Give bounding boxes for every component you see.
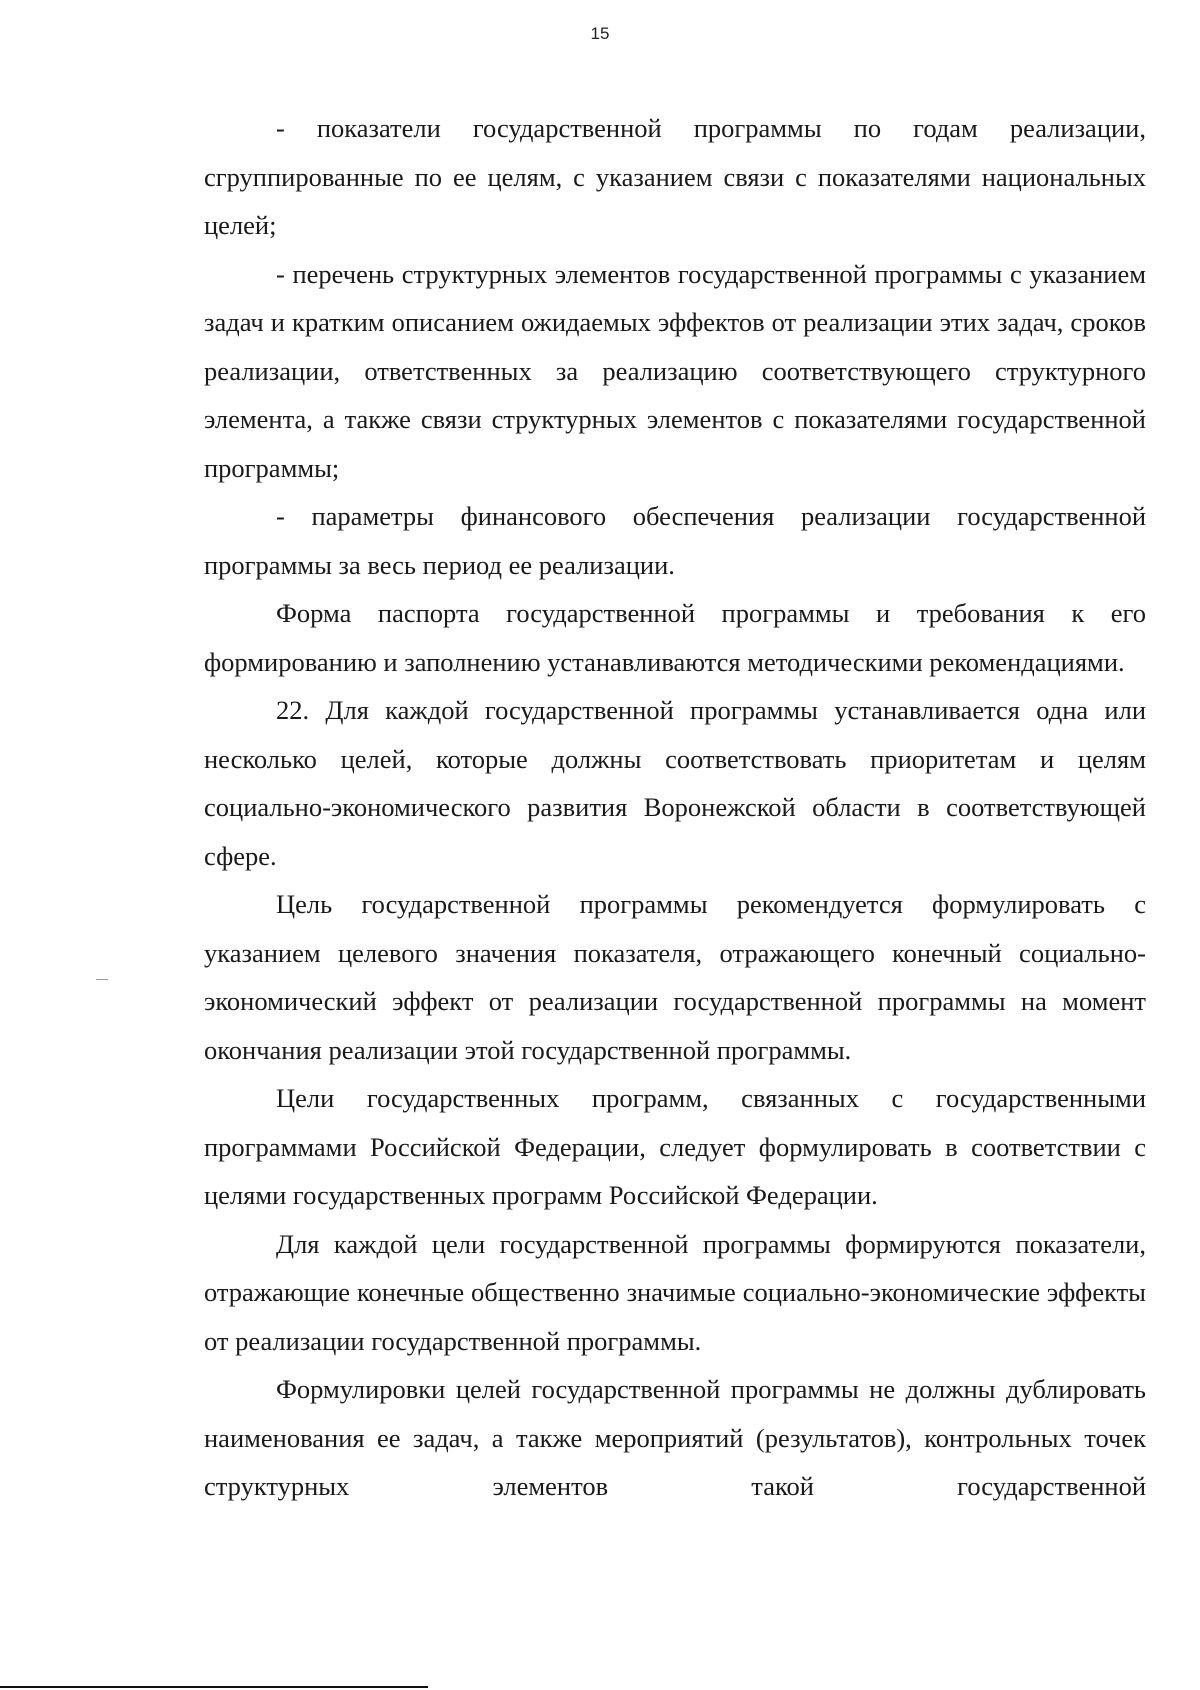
paragraph-goals-federal-programs: Цели государственных программ, связанных с государственными программами Российской Федерации, следует формулировать в соответствии с целями государственных программ Российской Федерации. xyxy=(204,1083,1146,1210)
paragraph-clause-22: 22. Для каждой государственной программы устанавливается одна или несколько целей, которые должны соответствовать приоритетам и целям социально-экономического развития Воронежской области в соответствующей сфере. xyxy=(204,695,1146,871)
document-body xyxy=(204,104,1146,1511)
paragraph-goal-formulation: Цель государственной программы рекомендуется формулировать с указанием целевого значения показателя, отражающего конечный социально-экономический эффект от реализации государственной программы на момент окончания реализации этой государственной программы. xyxy=(204,889,1146,1065)
paragraph-passport-form: Форма паспорта государственной программы и требования к его формированию и заполнению устанавливаются методическими рекомендациями. xyxy=(204,598,1146,677)
paragraph-goal-indicators: Для каждой цели государственной программы формируются показатели, отражающие конечные общественно значимые социально-экономические эффекты от реализации государственной программы. xyxy=(204,1228,1146,1356)
margin-mark xyxy=(96,979,108,980)
paragraph-indicators-list-item: - показатели государственной программы по годам реализации, сгруппированные по ее целям, с указанием связи с показателями национальных целей; xyxy=(204,113,1146,240)
footer-rule xyxy=(0,1686,428,1688)
paragraph-structural-elements-list-item: - перечень структурных элементов государственной программы с указанием задач и кратким описанием ожидаемых эффектов от реализации этих задач, сроков реализации, ответственных за реализацию соответствующего структурного элемента, а также связи структурных элементов с показателями государственной программы; xyxy=(204,258,1146,483)
page-number: 15 xyxy=(590,24,610,43)
paragraph-goal-wording-continued: Формулировки целей государственной программы не должны дублировать наименования ее задач, а также мероприятий (результатов), контрольных точек структурных элементов такой государственной xyxy=(204,1374,1146,1501)
paragraph-financing-list-item: - параметры финансового обеспечения реализации государственной программы за весь период ее реализации. xyxy=(204,501,1146,580)
